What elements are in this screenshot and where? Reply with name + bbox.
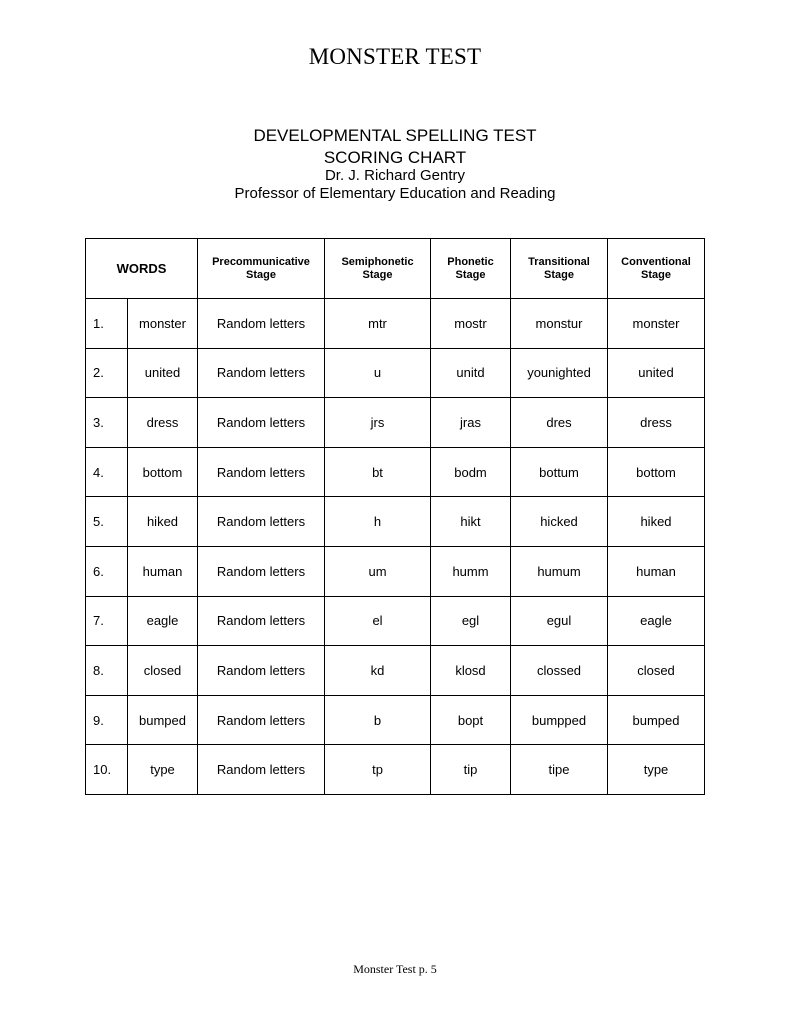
conventional-cell: hiked <box>608 497 705 547</box>
phonetic-cell: bodm <box>431 447 511 497</box>
word-cell: human <box>128 546 198 596</box>
semiphonetic-cell: el <box>325 596 431 646</box>
precommunicative-cell: Random letters <box>198 398 325 448</box>
author-role: Professor of Elementary Education and Reading <box>234 185 556 202</box>
conventional-cell: monster <box>608 299 705 349</box>
word-cell: hiked <box>128 497 198 547</box>
phonetic-cell: humm <box>431 546 511 596</box>
word-cell: eagle <box>128 596 198 646</box>
table-row <box>86 695 705 745</box>
header-phonetic-stage: Stage <box>455 268 486 281</box>
semiphonetic-cell: h <box>325 497 431 547</box>
table-row <box>86 745 705 795</box>
header-semiphonetic-stage: Stage <box>362 268 393 281</box>
word-cell: dress <box>128 398 198 448</box>
table-row <box>86 546 705 596</box>
transitional-cell: monstur <box>511 299 608 349</box>
row-number: 5. <box>86 497 128 547</box>
semiphonetic-cell: u <box>325 348 431 398</box>
row-number: 4. <box>86 447 128 497</box>
conventional-cell: bumped <box>608 695 705 745</box>
header-precommunicative <box>198 239 325 299</box>
chart-name: SCORING CHART <box>323 148 467 167</box>
semiphonetic-cell: b <box>325 695 431 745</box>
precommunicative-cell: Random letters <box>198 497 325 547</box>
phonetic-cell: mostr <box>431 299 511 349</box>
conventional-cell: type <box>608 745 705 795</box>
precommunicative-cell: Random letters <box>198 447 325 497</box>
header-semiphonetic-label: Semiphonetic <box>341 255 414 268</box>
word-cell: united <box>128 348 198 398</box>
table-row <box>86 447 705 497</box>
phonetic-cell: unitd <box>431 348 511 398</box>
word-cell: bottom <box>128 447 198 497</box>
header-transitional <box>511 239 608 299</box>
row-number: 7. <box>86 596 128 646</box>
phonetic-cell: jras <box>431 398 511 448</box>
phonetic-cell: egl <box>431 596 511 646</box>
semiphonetic-cell: bt <box>325 447 431 497</box>
semiphonetic-cell: tp <box>325 745 431 795</box>
semiphonetic-cell: um <box>325 546 431 596</box>
header-phonetic <box>431 239 511 299</box>
precommunicative-cell: Random letters <box>198 745 325 795</box>
table-row <box>86 596 705 646</box>
precommunicative-cell: Random letters <box>198 299 325 349</box>
word-cell: closed <box>128 646 198 696</box>
page-footer: Monster Test p. 5 <box>353 962 437 976</box>
conventional-cell: united <box>608 348 705 398</box>
transitional-cell: egul <box>511 596 608 646</box>
header-transitional-stage: Stage <box>544 268 574 281</box>
transitional-cell: younighted <box>511 348 608 398</box>
phonetic-cell: bopt <box>431 695 511 745</box>
author-name: Dr. J. Richard Gentry <box>324 167 466 184</box>
transitional-cell: tipe <box>511 745 608 795</box>
semiphonetic-cell: kd <box>325 646 431 696</box>
header-conventional <box>608 239 705 299</box>
precommunicative-cell: Random letters <box>198 546 325 596</box>
word-cell: type <box>128 745 198 795</box>
precommunicative-cell: Random letters <box>198 596 325 646</box>
header-conventional-stage: Stage <box>641 268 671 281</box>
semiphonetic-cell: mtr <box>325 299 431 349</box>
test-name: DEVELOPMENTAL SPELLING TEST <box>253 126 537 145</box>
header-transitional-label: Transitional <box>528 255 590 268</box>
transitional-cell: clossed <box>511 646 608 696</box>
transitional-cell: dres <box>511 398 608 448</box>
transitional-cell: bumpped <box>511 695 608 745</box>
header-precommunicative-stage: Stage <box>246 268 276 281</box>
row-number: 6. <box>86 546 128 596</box>
header-conventional-label: Conventional <box>621 255 691 268</box>
header-semiphonetic <box>325 239 431 299</box>
table-row <box>86 497 705 547</box>
transitional-cell: humum <box>511 546 608 596</box>
scoring-chart-table <box>85 238 705 795</box>
precommunicative-cell: Random letters <box>198 646 325 696</box>
precommunicative-cell: Random letters <box>198 348 325 398</box>
table-row <box>86 348 705 398</box>
conventional-cell: eagle <box>608 596 705 646</box>
header-precommunicative-label: Precommunicative <box>212 255 310 268</box>
word-cell: bumped <box>128 695 198 745</box>
row-number: 8. <box>86 646 128 696</box>
header-phonetic-label: Phonetic <box>447 255 494 268</box>
semiphonetic-cell: jrs <box>325 398 431 448</box>
phonetic-cell: tip <box>431 745 511 795</box>
table-row <box>86 299 705 349</box>
word-cell: monster <box>128 299 198 349</box>
transitional-cell: bottum <box>511 447 608 497</box>
row-number: 9. <box>86 695 128 745</box>
header-words: WORDS <box>86 239 198 299</box>
row-number: 2. <box>86 348 128 398</box>
row-number: 10. <box>86 745 128 795</box>
page-title: MONSTER TEST <box>308 44 482 69</box>
phonetic-cell: klosd <box>431 646 511 696</box>
transitional-cell: hicked <box>511 497 608 547</box>
conventional-cell: human <box>608 546 705 596</box>
precommunicative-cell: Random letters <box>198 695 325 745</box>
table-row <box>86 398 705 448</box>
conventional-cell: bottom <box>608 447 705 497</box>
row-number: 3. <box>86 398 128 448</box>
conventional-cell: dress <box>608 398 705 448</box>
table-row <box>86 646 705 696</box>
phonetic-cell: hikt <box>431 497 511 547</box>
conventional-cell: closed <box>608 646 705 696</box>
row-number: 1. <box>86 299 128 349</box>
header-row <box>86 239 705 299</box>
